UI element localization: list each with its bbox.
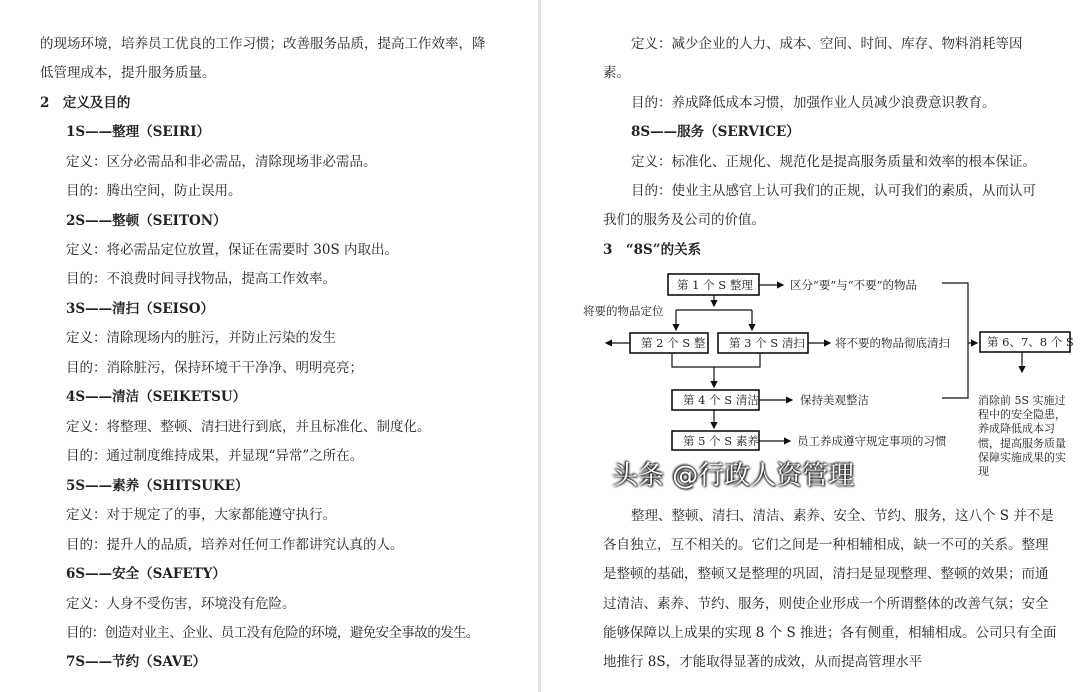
box-2s-label: 第 2 个 S 整 [641, 336, 706, 350]
purpose: 目的：不浪费时间寻找物品，提高工作效率。 [66, 271, 336, 287]
annotation: 区分“要”与“不要”的物品 [790, 278, 918, 292]
note-line: 惯，提高服务质量 [978, 437, 1066, 450]
item-heading: 6S——安全（SAFETY） [66, 566, 226, 582]
definition: 定义：标准化、正规化、规范化是提高服务质量和效率的根本保证。 [631, 154, 1036, 170]
definition: 定义：清除现场内的脏污，并防止污染的发生 [66, 330, 336, 346]
item-heading: 2S——整顿（SEITON） [66, 213, 227, 229]
paragraph-line: 地推行 8S，才能取得显著的成效，从而提高管理水平 [603, 654, 923, 670]
note-line: 养成降低成本习 [978, 422, 1055, 435]
watermark: 头条 @行政人资管理 [612, 461, 855, 491]
purpose: 目的：使业主从感官上认可我们的正规，认可我们的素质，从而认可 [631, 183, 1036, 199]
box-3s-label: 第 3 个 S 清扫 [729, 336, 805, 350]
purpose: 目的：腾出空间，防止误用。 [66, 183, 242, 199]
note-line: 消除前 5S 实施过 [978, 394, 1066, 407]
paragraph-line: 的现场环境，培养员工优良的工作习惯；改善服务品质，提高工作效率，降 [40, 36, 486, 52]
annotation: 员工养成遵守规定事项的习惯 [797, 434, 947, 448]
definition: 定义：人身不受伤害，环境没有危险。 [66, 596, 296, 612]
definition: 定义：将整理、整顿、清扫进行到底，并且标准化、制度化。 [66, 419, 431, 435]
box-1s-label: 第 1 个 S 整理 [677, 278, 753, 292]
item-heading: 5S——素养（SHITSUKE） [66, 478, 249, 494]
definition: 定义：区分必需品和非必需品，清除现场非必需品。 [66, 154, 377, 170]
definition: 素。 [603, 65, 630, 81]
section-heading: 2 定义及目的 [40, 95, 131, 111]
definition: 定义：将必需品定位放置，保证在需要时 30S 内取出。 [66, 242, 399, 258]
note-line: 保障实施成果的实 [978, 451, 1066, 464]
box-678s-label: 第 6、7、8 个 S [987, 335, 1074, 349]
item-heading: 3S——清扫（SEISO） [66, 301, 215, 317]
annotation: 将要的物品定位 [583, 304, 664, 318]
purpose: 目的：创造对业主、企业、员工没有危险的环境，避免安全事故的发生。 [66, 625, 479, 641]
section-heading: 3 “8S”的关系 [603, 242, 702, 258]
box-5s-label: 第 5 个 S 素养 [683, 434, 759, 448]
purpose: 目的：消除脏污，保持环境干干净净、明明亮亮； [66, 360, 363, 376]
paragraph-line: 各自独立，互不相关的。它们之间是一种相辅相成，缺一不可的关系。整理 [603, 537, 1049, 553]
item-heading: 4S——清洁（SEIKETSU） [66, 389, 247, 405]
purpose: 目的：通过制度维持成果，并显现“异常”之所在。 [66, 448, 364, 464]
item-heading: 8S——服务（SERVICE） [631, 124, 800, 140]
paragraph-line: 是整顿的基础，整顿又是整理的巩固，清扫是显现整理、整顿的效果；而通 [603, 566, 1049, 582]
paragraph-line: 低管理成本，提升服务质量。 [40, 65, 216, 81]
annotation: 将不要的物品彻底清扫 [835, 336, 950, 350]
item-heading: 7S——节约（SAVE） [66, 654, 207, 670]
purpose: 目的：提升人的品质，培养对任何工作都讲究认真的人。 [66, 537, 404, 553]
annotation: 保持美观整洁 [800, 393, 869, 407]
purpose: 目的：养成降低成本习惯，加强作业人员减少浪费意识教育。 [631, 95, 996, 111]
definition: 定义：对于规定了的事，大家都能遵守执行。 [66, 507, 336, 523]
note-line: 程中的安全隐患， [978, 408, 1066, 421]
paragraph-line: 能够保障以上成果的实现 8 个 S 推进；各有侧重，相辅相成。公司只有全面 [603, 625, 1057, 641]
note-line: 现 [978, 465, 989, 478]
paragraph-line: 过清洁、素养、节约、服务，则使企业形成一个所谓整体的改善气氛；安全 [603, 596, 1049, 612]
box-4s-label: 第 4 个 S 清洁 [683, 393, 759, 407]
definition: 定义：减少企业的人力、成本、空间、时间、库存、物料消耗等因 [631, 36, 1023, 52]
paragraph-line: 整理、整顿、清扫、清洁、素养、安全、节约、服务，这八个 S 并不是 [631, 508, 1054, 524]
purpose: 我们的服务及公司的价值。 [603, 212, 765, 228]
item-heading: 1S——整理（SEIRI） [66, 124, 211, 140]
